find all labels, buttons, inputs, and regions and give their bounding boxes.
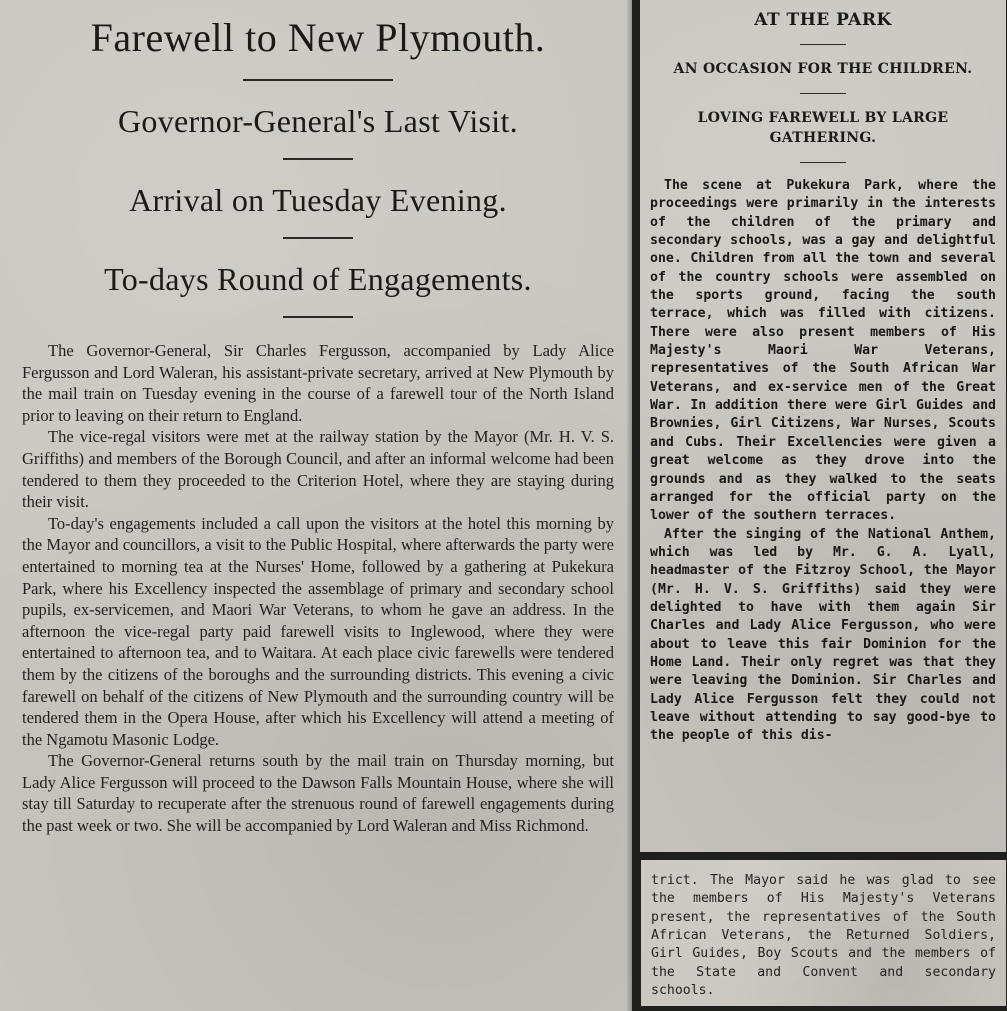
article-paragraph: To-day's engagements included a call upon the visitors at the hotel this morning by the Mayor and councillors, a visit to the Public Hospital, where afterwards the party were entertained to morning tea at the Nurses' Home, followed by a gathering at Pukekura Park, where his Excellency inspected the assemblage of primary and secondary school pupils, ex-servicemen, and Maori War Veterans, to whom he gave an address. In the afternoon the vice-regal party paid farewell visits to Inglewood, where they were entertained to afternoon tea, and to Waitara. At each place civic farewells were tendered them by the citizens of the boroughs and the surrounding districts. This evening a civic farewell on behalf of the citizens of New Plymouth and the surrounding country will be tendered them in the Opera House, after which his Excellency will attend a meeting of the Ngamotu Masonic Lodge. xyxy=(22,513,614,749)
heading-divider xyxy=(800,93,846,94)
article-paragraph: The Governor-General returns south by the mail train on Thursday morning, but Lady Alice Fergusson will proceed to the Dawson Falls Mountain House, where she will stay till Saturday to recuperate after the strenuous round of farewell engagements during the past week or two. She will be accompanied by Lord Waleran and Miss Richmond. xyxy=(22,751,614,836)
article-paragraph: The vice-regal visitors were met at the railway station by the Mayor (Mr. H. V. S. Griffiths) and members of the Borough Council, and after an informal welcome had been tendered to them they proceeded to the Criterion Hotel, where they are staying during their visit. xyxy=(22,427,614,512)
headline-divider xyxy=(283,237,353,239)
left-article-body xyxy=(22,340,614,837)
article-paragraph: After the singing of the National Anthem, which was led by Mr. G. A. Lyall, headmaster of the Fitzroy School, the Mayor (Mr. H. V. S. Griffiths) said they were delighted to have with them again Sir Charles and Lady Alice Fergusson, who were about to leave this fair Dominion for the Home Land. Their only regret was that they were leaving the Dominion. Sir Charles and Lady Alice Fergusson felt they could not leave without attending to say good-bye to the people of this dis- xyxy=(650,526,996,744)
heading-divider xyxy=(800,162,846,163)
article-paragraph: The Governor-General, Sir Charles Fergusson, accompanied by Lady Alice Fergusson and Lord Waleran, his assistant-private secretary, arrived at New Plymouth by the mail train on Tuesday evening in the course of a farewell tour of the North Island prior to leaving on their return to England. xyxy=(22,341,614,425)
subheadline-engagements: To-days Round of Engagements. xyxy=(104,261,532,297)
right-article-clipping xyxy=(640,0,1006,852)
article-paragraph: The scene at Pukekura Park, where the proceedings were primarily in the interests of the children of the primary and secondary schools, was a gay and delightful one. Children from all the town and several of the country schools were assembled on the sports ground, facing the south terrace, which was filled with citizens. There were also present members of His Majesty's Maori War Veterans, representatives of the South African War Veterans, and ex-service men of the Great War. In addition there were Girl Guides and Brownies, Girl Citizens, War Nurses, Scouts and Cubs. Their Excellencies were given a great welcome as they drove into the grounds and as they walked to the seats arranged for the official party on the lower of the southern terraces. xyxy=(650,178,996,524)
heading-divider xyxy=(800,44,846,45)
continuation-paragraph: trict. The Mayor said he was glad to see the members of His Majesty's Veterans present, the representatives of the South African Veterans, the Returned Soldiers, Girl Guides, Boy Scouts and the members of the State and Convent and secondary schools. xyxy=(651,873,996,999)
park-subheading-children: AN OCCASION FOR THE CHILDREN. xyxy=(673,61,973,77)
headline-divider xyxy=(283,316,353,318)
subheadline-arrival: Arrival on Tuesday Evening. xyxy=(129,182,507,218)
main-headline: Farewell to New Plymouth. xyxy=(90,15,546,60)
park-subheading-farewell: LOVING FAREWELL BY LARGE GATHERING. xyxy=(697,110,949,146)
headline-divider xyxy=(283,158,353,160)
headline-divider xyxy=(243,79,393,81)
subheadline-last-visit: Governor-General's Last Visit. xyxy=(118,103,518,139)
page-edge-shadow xyxy=(626,0,632,1011)
continuation-clipping xyxy=(641,860,1006,1006)
park-heading: AT THE PARK xyxy=(754,10,892,30)
